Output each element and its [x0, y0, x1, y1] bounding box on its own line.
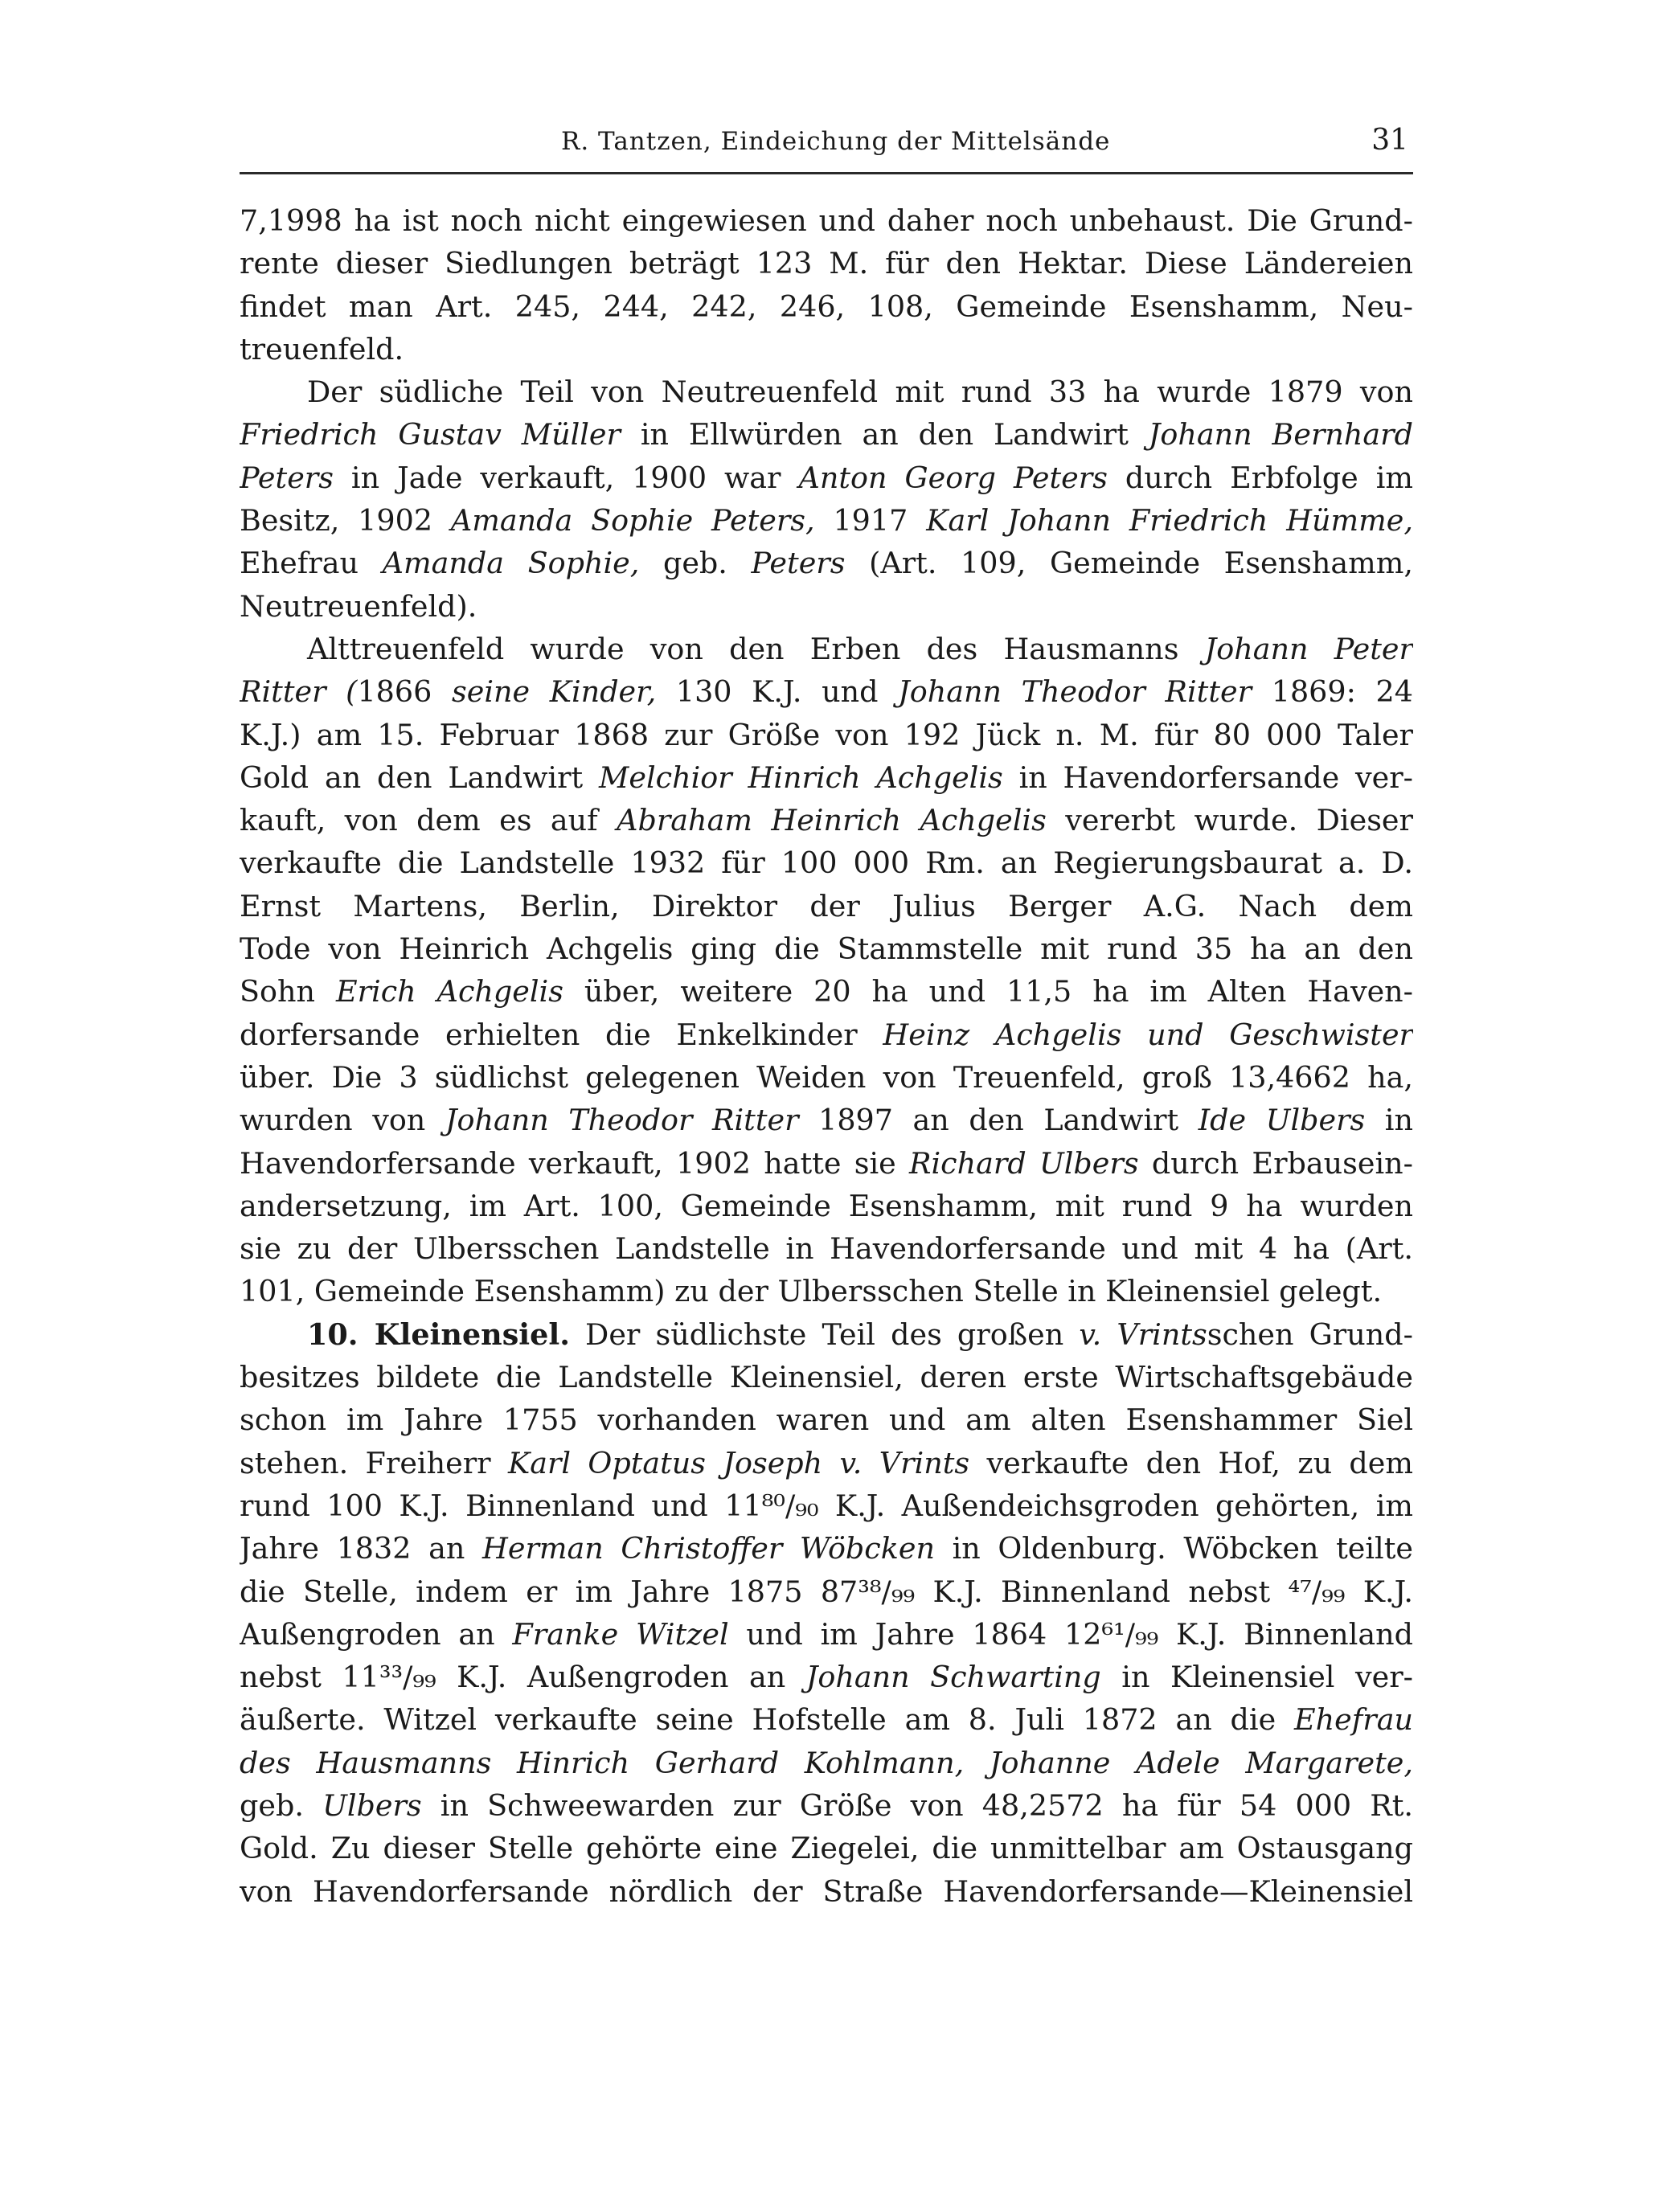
- text-span: 130 K.J. und: [656, 674, 899, 710]
- text-span: geb.: [240, 1787, 323, 1823]
- text-line: über. Die 3 südlichst gelegenen Weiden von Treuenfeld, groß 13,4662 ha,: [240, 1059, 1413, 1095]
- text-line: findet man Art. 245, 244, 242, 246, 108, Gemeinde Esenshamm, Neu-: [240, 289, 1413, 324]
- italic-span: Richard Ulbers: [909, 1145, 1139, 1181]
- text-span: stehen. Freiherr: [240, 1445, 508, 1480]
- text-line: [240, 1742, 1413, 1784]
- text-line: [240, 1313, 1413, 1356]
- text-span: 1869: 24: [1252, 674, 1413, 710]
- text-span: kauft, von dem es auf: [240, 803, 617, 838]
- italic-span: Ehefrau: [1294, 1702, 1413, 1738]
- text-line: [240, 670, 1413, 713]
- text-line: [240, 1142, 1413, 1185]
- text-line: [240, 756, 1413, 799]
- italic-span: Melchior Hinrich Achgelis: [599, 760, 1003, 795]
- text-span: äußerte. Witzel verkaufte seine Hofstelle am 8. Juli 1872 an die: [240, 1702, 1295, 1738]
- text-span: in Schweewarden zur Größe von 48,2572 ha für 54 000 Rt.: [421, 1787, 1413, 1823]
- text-span: Alttreuenfeld wurde von den Erben des Hausmanns: [307, 631, 1205, 666]
- text-span: geb.: [639, 546, 752, 581]
- text-span: Jahre 1832 an: [240, 1531, 483, 1566]
- body-text: [240, 199, 1413, 1913]
- italic-span: Abraham Heinrich Achgelis: [617, 803, 1047, 838]
- text-line: Der südliche Teil von Neutreuenfeld mit rund 33 ha wurde 1879 von: [307, 375, 1413, 410]
- italic-span: Karl Johann Friedrich Hümme,: [926, 503, 1413, 538]
- italic-span: Karl Optatus Joseph v. Vrints: [507, 1445, 970, 1480]
- italic-span: Franke Witzel: [512, 1616, 729, 1652]
- text-line: [240, 499, 1413, 542]
- text-span: dorfersande erhielten die Enkelkinder: [240, 1017, 883, 1052]
- text-line: Gold. Zu dieser Stelle gehörte eine Ziegelei, die unmittelbar am Ostausgang: [240, 1831, 1413, 1866]
- italic-span: v. Vrints: [1079, 1316, 1207, 1352]
- italic-span: Ulbers: [322, 1787, 422, 1823]
- italic-span: Ritter (: [240, 674, 358, 710]
- text-line: besitzes bildete die Landstelle Kleinensiel, deren erste Wirtschaftsgebäude: [240, 1360, 1413, 1395]
- italic-span: Heinz Achgelis und Geschwister: [883, 1017, 1413, 1052]
- text-line: rente dieser Siedlungen beträgt 123 M. für den Hektar. Diese Ländereien: [240, 246, 1413, 281]
- text-line: Ernst Martens, Berlin, Direktor der Julius Berger A.G. Nach dem: [240, 888, 1413, 923]
- italic-span: Amanda Sophie Peters,: [450, 503, 815, 538]
- italic-span: Johann Bernhard: [1148, 417, 1413, 452]
- text-line: [240, 1656, 1413, 1698]
- text-span: Außengroden an: [240, 1616, 513, 1652]
- text-line: [240, 970, 1413, 1013]
- running-header: [240, 121, 1413, 174]
- text-span: 1897 an den Landwirt: [798, 1103, 1199, 1138]
- text-line: [240, 1613, 1413, 1656]
- text-span: Havendorfersande verkauft, 1902 hatte sie: [240, 1145, 910, 1181]
- italic-span: Johann Theodor Ritter: [445, 1103, 799, 1138]
- text-line: [240, 1698, 1413, 1741]
- text-line: von Havendorfersande nördlich der Straße Havendorfersande—Kleinensiel: [240, 1873, 1413, 1909]
- text-span: und im Jahre 1864 12⁶¹/₉₉ K.J. Binnenland: [728, 1616, 1413, 1652]
- text-span: (Art. 109, Gemeinde Esenshamm,: [845, 546, 1413, 581]
- text-line: 7,1998 ha ist noch nicht eingewiesen und daher noch unbehaust. Die Grund-: [240, 203, 1413, 238]
- italic-span: Johann Theodor Ritter: [898, 674, 1252, 710]
- text-span: vererbt wurde. Dieser: [1046, 803, 1413, 838]
- header-title: R. Tantzen, Eindeichung der Mittelsände: [561, 127, 1111, 156]
- italic-span: Erich Achgelis: [335, 974, 563, 1009]
- text-span: in Havendorfersande ver-: [1002, 760, 1413, 795]
- text-span: nebst 11³³/₉₉ K.J. Außengroden an: [240, 1660, 806, 1695]
- text-span: wurden von: [240, 1103, 445, 1138]
- text-span: in Ellwürden an den Landwirt: [620, 417, 1149, 452]
- italic-span: Anton Georg Peters: [798, 460, 1108, 495]
- italic-span: des Hausmanns Hinrich Gerhard Kohlmann, Johanne Adele Margarete,: [240, 1745, 1413, 1780]
- text-span: durch Erbausein-: [1138, 1145, 1413, 1181]
- italic-span: Johann Schwarting: [805, 1660, 1101, 1695]
- text-line: [240, 413, 1413, 456]
- text-span: Gold an den Landwirt: [240, 760, 600, 795]
- text-span: Besitz, 1902: [240, 503, 451, 538]
- text-line: [240, 1099, 1413, 1141]
- text-line: [240, 542, 1413, 584]
- text-line: [240, 1784, 1413, 1827]
- text-span: Ehefrau: [240, 546, 383, 581]
- text-span: 1866: [357, 674, 452, 710]
- text-line: treuenfeld.: [240, 331, 404, 366]
- text-span: Sohn: [240, 974, 336, 1009]
- page-number: 31: [1371, 124, 1408, 157]
- text-span: durch Erbfolge im: [1107, 460, 1413, 495]
- text-line: Tode von Heinrich Achgelis ging die Stammstelle mit rund 35 ha an den: [240, 931, 1413, 967]
- italic-span: Herman Christoffer Wöbcken: [482, 1531, 935, 1566]
- text-line: andersetzung, im Art. 100, Gemeinde Esenshamm, mit rund 9 ha wurden: [240, 1188, 1413, 1223]
- italic-span: Amanda Sophie,: [382, 546, 640, 581]
- italic-span: Friedrich Gustav Müller: [240, 417, 621, 452]
- italic-span: Johann Peter: [1204, 631, 1413, 666]
- text-span: 1917: [814, 503, 927, 538]
- italic-span: seine Kinder,: [451, 674, 657, 710]
- italic-span: Ide Ulbers: [1198, 1103, 1366, 1138]
- text-line: [240, 457, 1413, 499]
- text-line: K.J.) am 15. Februar 1868 zur Größe von 192 Jück n. M. für 80 000 Taler: [240, 717, 1413, 752]
- text-line: [240, 1527, 1413, 1570]
- text-span: in Oldenburg. Wöbcken teilte: [934, 1531, 1413, 1566]
- text-line: verkaufte die Landstelle 1932 für 100 000 Rm. an Regierungsbaurat a. D.: [240, 846, 1413, 881]
- text-span: schen Grund-: [1207, 1316, 1413, 1352]
- italic-span: Peters: [751, 546, 846, 581]
- text-span: in Jade verkauft, 1900 war: [333, 460, 799, 495]
- text-span: in: [1365, 1103, 1413, 1138]
- text-line: Neutreuenfeld).: [240, 588, 477, 624]
- text-line: 101, Gemeinde Esenshamm) zu der Ulbersschen Stelle in Kleinensiel gelegt.: [240, 1274, 1383, 1309]
- text-line: sie zu der Ulbersschen Landstelle in Havendorfersande und mit 4 ha (Art.: [240, 1231, 1413, 1267]
- italic-span: Peters: [240, 460, 334, 495]
- text-span: verkaufte den Hof, zu dem: [969, 1445, 1413, 1480]
- text-line: [240, 1013, 1413, 1056]
- text-line: schon im Jahre 1755 vorhanden waren und am alten Esenshammer Siel: [240, 1402, 1413, 1438]
- section-heading: 10. Kleinensiel.: [307, 1316, 570, 1352]
- text-line: [240, 1442, 1413, 1484]
- text-span: über, weitere 20 ha und 11,5 ha im Alten Haven-: [563, 974, 1413, 1009]
- text-line: rund 100 K.J. Binnenland und 11⁸⁰/₉₀ K.J. Außendeichsgroden gehörten, im: [240, 1488, 1413, 1523]
- text-line: die Stelle, indem er im Jahre 1875 87³⁸/₉₉ K.J. Binnenland nebst ⁴⁷/₉₉ K.J.: [240, 1574, 1413, 1609]
- text-span: in Kleinensiel ver-: [1100, 1660, 1413, 1695]
- text-line: [240, 799, 1413, 841]
- text-span: Der südlichste Teil des großen: [569, 1316, 1080, 1352]
- text-line: [240, 628, 1413, 670]
